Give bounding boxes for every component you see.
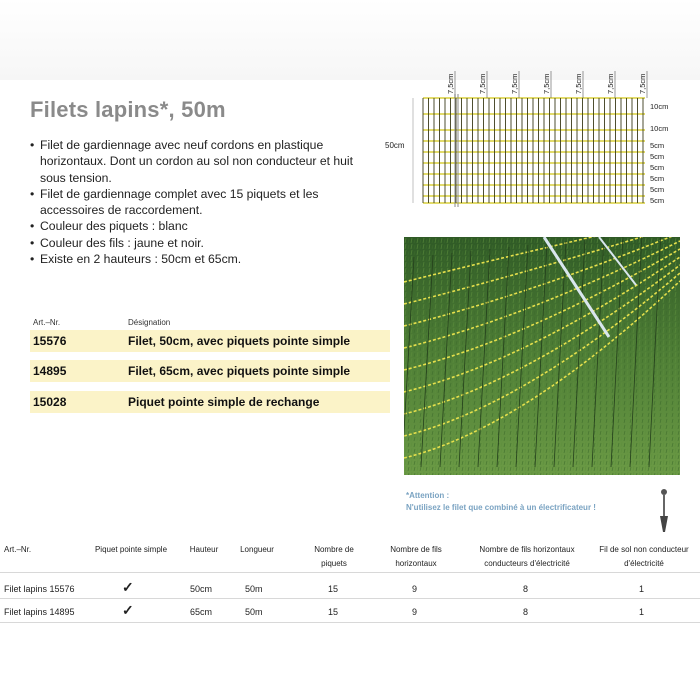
- spacing-label-top: 7,5cm: [638, 73, 647, 94]
- net-photo: [404, 237, 680, 475]
- spacing-label-top: 7,5cm: [446, 73, 455, 94]
- spec-art: Filet lapins 15576: [4, 584, 75, 594]
- spacing-label-top: 7,5cm: [478, 73, 487, 94]
- spacing-label-right: 5cm: [650, 163, 665, 172]
- attention-title: *Attention :: [406, 491, 450, 500]
- spec-hauteur: 50cm: [190, 584, 213, 594]
- spacing-label-top: 7,5cm: [606, 73, 615, 94]
- feature-list: [30, 137, 360, 267]
- feature-item: • Couleur des fils : jaune et noir.: [30, 235, 360, 251]
- row-divider: [30, 382, 390, 383]
- spec-conducteurs: 8: [523, 607, 529, 617]
- feature-item: • Filet de gardiennage avec neuf cordons en plastique horizontaux. Dont un cordon au sol non conducteur et huit sous tension.: [30, 137, 360, 186]
- spacing-label-right: 5cm: [650, 185, 665, 194]
- spec-header-piquet: Piquet pointe simple: [94, 545, 168, 554]
- spec-header-sol: Fil de sol non conducteur d'électricité: [599, 545, 689, 568]
- spec-fils: 9: [412, 584, 418, 594]
- spacing-label-right: 5cm: [650, 174, 665, 183]
- spec-longueur: 50m: [245, 607, 263, 617]
- product-art-number: 15576: [33, 334, 67, 348]
- product-header-art: Art.–Nr.: [33, 318, 61, 327]
- feature-item: • Couleur des piquets : blanc: [30, 218, 360, 234]
- spec-piquets: 15: [328, 607, 339, 617]
- spacing-label-right: 5cm: [650, 152, 665, 161]
- spec-header-conducteurs: Nombre de fils horizontaux conducteurs d'électricité: [479, 545, 575, 568]
- product-row: [30, 330, 390, 352]
- spec-header-piquets: Nombre de piquets: [314, 545, 354, 568]
- check-icon: ✓: [122, 579, 134, 595]
- spacing-label-right: 10cm: [650, 124, 669, 133]
- row-divider: [30, 352, 390, 353]
- product-art-number: 15028: [33, 395, 67, 409]
- spec-sol: 1: [639, 584, 645, 594]
- net-dimension-diagram: [375, 68, 695, 218]
- spec-header-fils: Nombre de fils horizontaux: [390, 545, 442, 568]
- feature-item: • Existe en 2 hauteurs : 50cm et 65cm.: [30, 251, 360, 267]
- spacing-label-right: 5cm: [650, 196, 665, 205]
- attention-text: N'utilisez le filet que combiné à un électrificateur !: [406, 503, 596, 512]
- spacing-label-right: 5cm: [650, 141, 665, 150]
- check-icon: ✓: [122, 602, 134, 618]
- height-label: 50cm: [385, 141, 405, 150]
- page-title: Filets lapins*, 50m: [30, 97, 226, 122]
- spec-piquets: 15: [328, 584, 339, 594]
- spec-art: Filet lapins 14895: [4, 607, 75, 617]
- stake-icon: [656, 488, 672, 534]
- spec-fils: 9: [412, 607, 418, 617]
- spacing-label-top: 7,5cm: [574, 73, 583, 94]
- table-divider: [0, 572, 700, 573]
- product-designation: Filet, 65cm, avec piquets pointe simple: [128, 364, 351, 378]
- product-row: [30, 391, 390, 413]
- spec-header-longueur: Longueur: [240, 545, 274, 554]
- product-designation: Filet, 50cm, avec piquets pointe simple: [128, 334, 351, 348]
- attention-note: [406, 490, 596, 514]
- table-divider: [0, 598, 700, 599]
- product-header-designation: Désignation: [128, 318, 171, 327]
- spacing-label-top: 7,5cm: [510, 73, 519, 94]
- spacing-label-top: 7,5cm: [542, 73, 551, 94]
- feature-item: • Filet de gardiennage complet avec 15 piquets et les accessoires de raccordement.: [30, 186, 360, 219]
- spec-hauteur: 65cm: [190, 607, 213, 617]
- table-divider: [0, 622, 700, 623]
- product-designation: Piquet pointe simple de rechange: [128, 395, 320, 409]
- product-row: [30, 360, 390, 382]
- spacing-label-right: 10cm: [650, 102, 669, 111]
- spec-conducteurs: 8: [523, 584, 529, 594]
- spec-sol: 1: [639, 607, 645, 617]
- spec-header-hauteur: Hauteur: [189, 545, 219, 554]
- spec-header-art: Art.–Nr.: [4, 545, 32, 554]
- spec-longueur: 50m: [245, 584, 263, 594]
- product-art-number: 14895: [33, 364, 67, 378]
